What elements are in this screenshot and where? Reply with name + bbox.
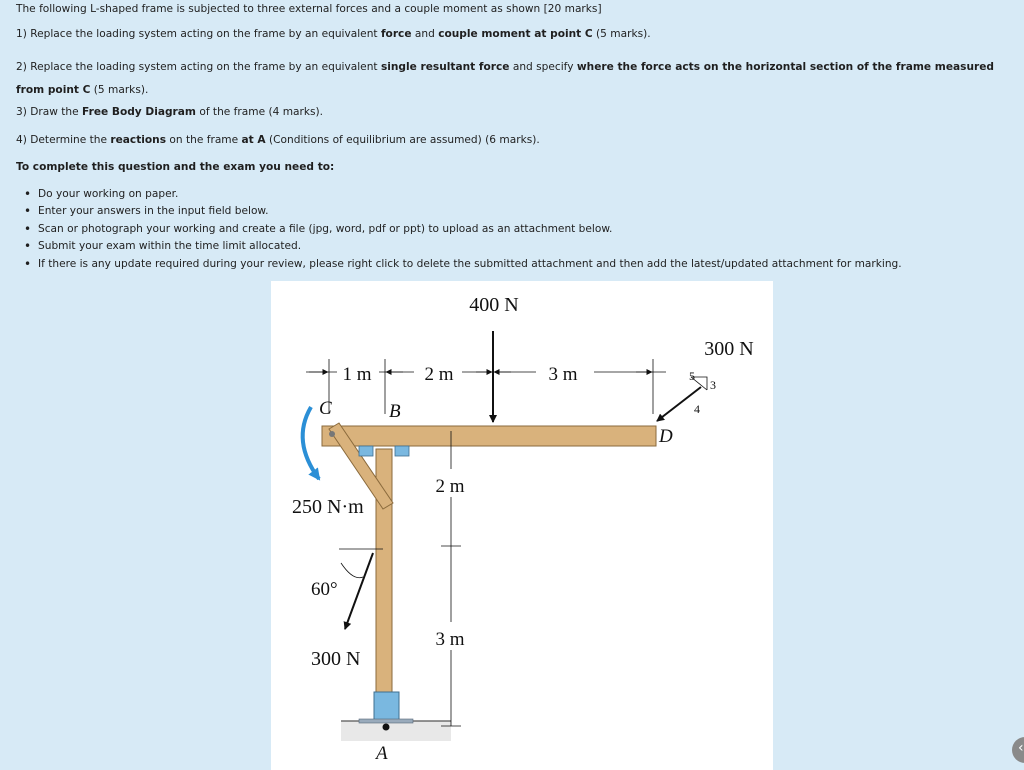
frame-diagram-svg — [271, 281, 773, 770]
q4-text-3: (Conditions of equilibrium are assumed) (6 marks). — [265, 134, 540, 146]
base-flange — [359, 719, 413, 723]
list-item: • Enter your answers in the input field below. — [38, 203, 902, 220]
q2-text-3: (5 marks). — [90, 84, 149, 96]
q1-bold-2: couple moment at point C — [438, 28, 593, 40]
q1-bold-1: force — [380, 28, 412, 40]
complete-heading: To complete this question and the exam you need to: — [16, 161, 335, 173]
force-300n-left-label: 300 N — [311, 648, 361, 670]
q2-bold-2: where the force acts on the horizontal section of the frame measured from point C — [16, 61, 995, 96]
ground — [341, 721, 451, 741]
point-c-label: C — [319, 398, 332, 419]
list-item: • If there is any update required during your review, please right click to delete the submitted attachment and then add the latest/updated attachment for marking. — [38, 256, 902, 273]
q2-text: 2) Replace the loading system acting on the frame by an equivalent — [16, 61, 381, 73]
arrow-icon: ‹ — [1018, 740, 1024, 756]
angle-arc — [341, 563, 363, 578]
intro-text: The following L-shaped frame is subjected to three external forces and a couple moment as shown [20 marks] — [16, 3, 602, 15]
question-2 — [16, 56, 1016, 102]
point-a-label: A — [376, 743, 388, 764]
q3-text: 3) Draw the — [16, 106, 83, 118]
force-300n-right-label: 300 N — [704, 338, 754, 360]
angle-label: 60° — [311, 579, 338, 600]
scroll-to-top-button[interactable] — [1012, 737, 1024, 763]
q4-bold-2: at A — [241, 134, 266, 146]
horizontal-member — [322, 426, 656, 446]
q1-text-3: (5 marks). — [592, 28, 651, 40]
q1-text: 1) Replace the loading system acting on the frame by an equivalent — [16, 28, 381, 40]
force-400n-label: 400 N — [469, 294, 519, 316]
list-item: • Submit your exam within the time limit allocated. — [38, 238, 902, 255]
instruction-list — [16, 186, 902, 273]
q2-text-2: and specify — [509, 61, 577, 73]
slope-3: 3 — [710, 378, 716, 392]
dim-3m-top-label: 3 m — [548, 364, 578, 385]
point-b-label: B — [389, 401, 401, 422]
pin-c — [329, 431, 335, 437]
slope-5: 5 — [689, 369, 695, 383]
frame-diagram — [271, 281, 773, 770]
q4-text: 4) Determine the — [16, 134, 111, 146]
base-plate — [374, 692, 399, 722]
bracket-right — [395, 446, 409, 456]
q4-text-2: on the frame — [166, 134, 242, 146]
moment-label: 250 N·m — [292, 496, 364, 518]
question-1 — [16, 28, 651, 40]
moment-arrow — [303, 407, 319, 479]
list-item: • Do your working on paper. — [38, 186, 902, 203]
dim-3m-vert-label: 3 m — [435, 629, 465, 650]
point-d-label: D — [659, 426, 673, 447]
dim-2m-vert-label: 2 m — [435, 476, 465, 497]
q3-bold-1: Free Body Diagram — [82, 106, 196, 118]
dim-1m-label: 1 m — [342, 364, 372, 385]
dim-2m-top-label: 2 m — [424, 364, 454, 385]
bracket-left — [359, 446, 373, 456]
q1-text-2: and — [411, 28, 439, 40]
question-3 — [16, 106, 323, 118]
point-a-dot — [383, 724, 390, 731]
q2-bold-1: single resultant force — [380, 61, 510, 73]
q4-bold-1: reactions — [110, 134, 167, 146]
q3-text-2: of the frame (4 marks). — [195, 106, 324, 118]
question-4 — [16, 134, 540, 146]
slope-4: 4 — [694, 402, 700, 416]
force-arrow-300n-left — [345, 553, 373, 629]
list-item: • Scan or photograph your working and create a file (jpg, word, pdf or ppt) to upload as an attachment below. — [38, 221, 902, 238]
